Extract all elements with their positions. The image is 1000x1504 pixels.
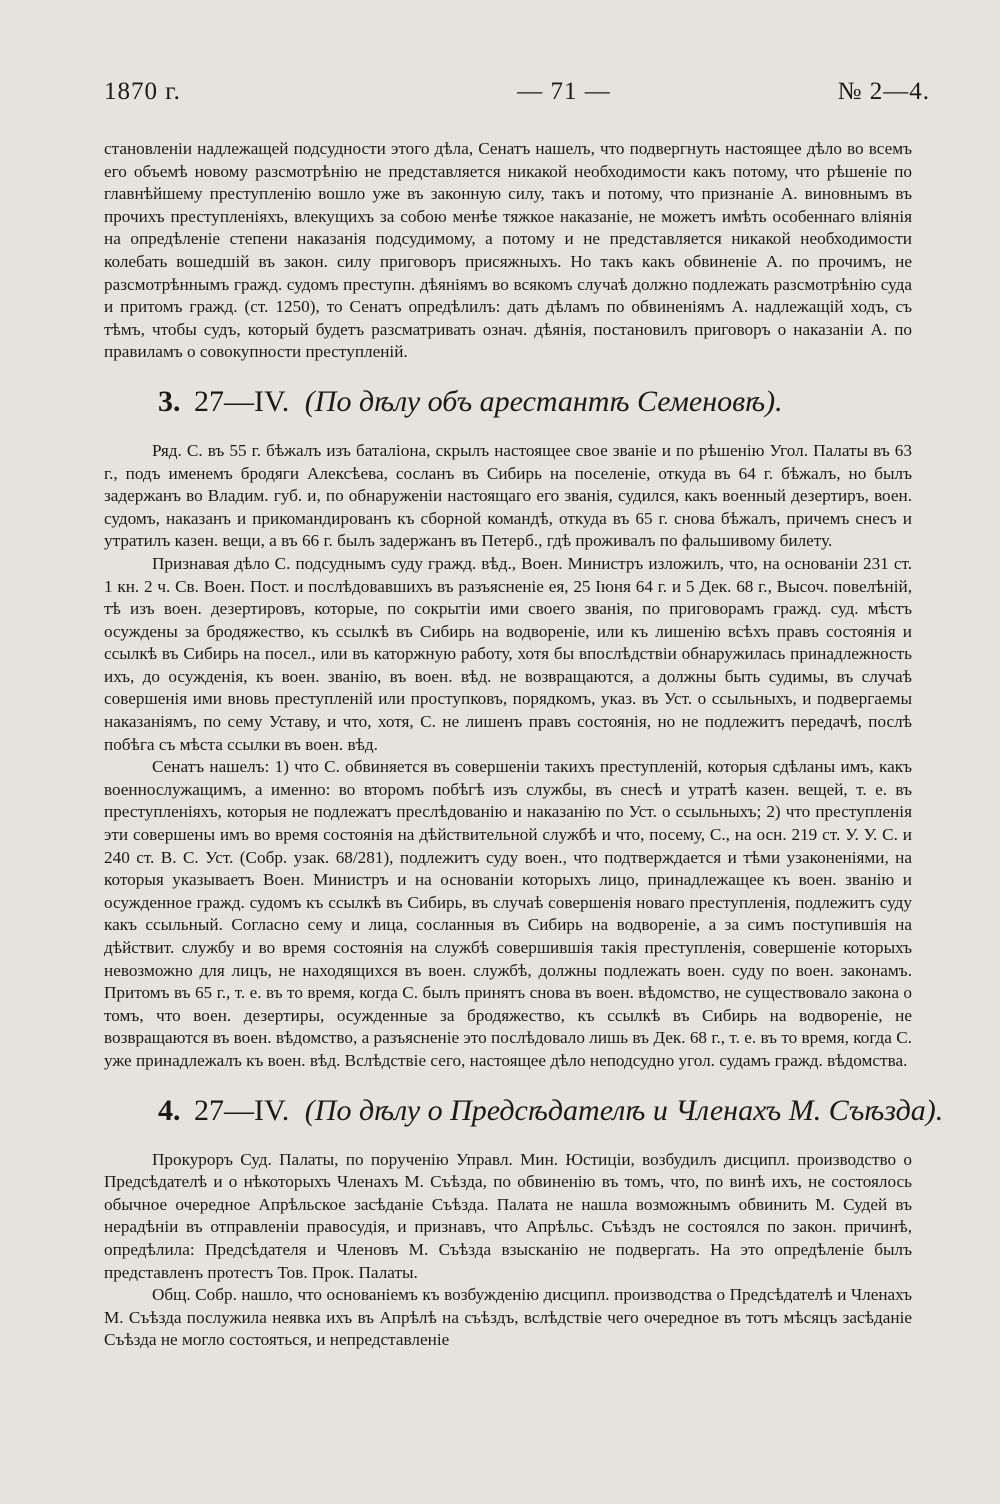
section-3-paragraph: Сенатъ нашелъ: 1) что С. обвиняется въ совершеніи такихъ преступленій, которыя сдѣланы имъ, какъ военнослужащимъ, а именно: во второмъ побѣгѣ изъ службы, въ снесѣ и утратѣ казен. вещей, т. е. въ преступленіяхъ, которыя не подлежатъ преслѣдованію и наказанію по Уст. о ссыльныхъ; 2) что преступленія эти совершены имъ во время состоянія на дѣйствительной службѣ и что, посему, С., на осн. 219 ст. У. У. С. и 240 ст. В. С. Уст. (Собр. узак. 68/281), подлежитъ суду воен., что подтверждается и тѣми узаконеніями, на которыя указываетъ Воен. Министръ и на основаніи которыхъ лицо, принадлежащее къ воен. званію и осужденное гражд. судомъ къ ссылкѣ въ Сибирь, въ случаѣ совершенія новаго преступленія, подлежитъ суду какъ ссыльный. Согласно сему и лица, сосланныя въ Сибирь на водвореніе, а за симъ поступившія на дѣйствит. службу и во время состоянія на службѣ совершившія такія преступленія, совершеніе которыхъ невозможно для лицъ, не находящихся въ воен. службѣ, должны подлежать воен. суду по воен. законамъ. Притомъ въ 65 г., т. е. въ то время, когда С. былъ принятъ снова въ воен. вѣдомство, не существовало закона о томъ, что воен. дезертиры, осужденные за бродяжество, къ ссылкѣ въ Сибирь на водвореніе, не возвращаются въ воен. вѣдомство, а разъясненіе это послѣдовало лишь въ Дек. 68 г., т. е. въ то время, когда С. уже принадлежалъ къ воен. вѣд. Вслѣдствіе сего, настоящее дѣло неподсудно угол. судамъ гражд. вѣдомства. xyxy=(104,757,912,1070)
page-number: — 71 — xyxy=(517,78,611,105)
section-3-paragraph: Ряд. С. въ 55 г. бѣжалъ изъ баталіона, скрылъ настоящее свое званіе и по рѣшенію Угол. Палаты въ 63 г., подъ именемъ бродяги Алексѣева, сосланъ въ Сибирь на поселеніе, откуда въ 64 г. бѣжалъ, но былъ задержанъ во Владим. губ. и, по обнаруженіи настоящаго его званія, судился, какъ военный дезертиръ, воен. судомъ, наказанъ и прикомандированъ къ сборной командѣ, откуда въ 65 г. снова бѣжалъ, причемъ снесъ и утратилъ казен. вещи, а въ 66 г. былъ задержанъ въ Петерб., гдѣ проживалъ по фальшивому билету. xyxy=(104,440,912,551)
issue-number: № 2—4. xyxy=(837,78,930,105)
section-4-title: (По дѣлу о Предсѣдателѣ и Членахъ М. Съѣзда). xyxy=(304,1093,944,1127)
intro-paragraph: становленіи надлежащей подсудности этого дѣла, Сенатъ нашелъ, что подвергнуть настоящее дѣло во всемъ его объемѣ новому разсмотрѣнію не представляется никакой необходимости какъ потому, что рѣшеніе по главнѣйшему преступленію вошло уже въ законную силу, такъ и потому, что признаніе А. виновнымъ въ прочихъ преступленіяхъ, влекущихъ за собою менѣе тяжкое наказаніе, не можетъ имѣть особеннаго вліянія на опредѣленіе степени наказанія подсудимому, а потому и не представляется никакой необходимости колебать вошедшій въ закон. силу приговоръ присяжныхъ. Но такъ какъ обвиненіе А. по прочимъ, не разсмотрѣннымъ гражд. судомъ преступн. дѣяніямъ во всякомъ случаѣ должно подлежать разсмотрѣнію суда и притомъ гражд. (ст. 1250), то Сенатъ опредѣлилъ: дать дѣламъ по обвиненіямъ А. надлежащій ходъ, съ тѣмъ, чтобы судъ, который будетъ разсматривать означ. дѣянія, постановилъ приговоръ о наказаніи А. по правиламъ о совокупности преступленій. xyxy=(104,139,912,362)
section-3-number: 3. xyxy=(158,384,181,418)
page-body xyxy=(104,138,944,1352)
section-4-number: 4. xyxy=(158,1093,181,1127)
section-3-title: (По дѣлу объ арестантѣ Семеновѣ). xyxy=(304,384,783,418)
section-3-paragraph: Признавая дѣло С. подсуднымъ суду гражд. вѣд., Воен. Министръ изложилъ, что, на основаніи 231 ст. 1 кн. 2 ч. Св. Воен. Пост. и послѣдовавшихъ въ разъясненіе ея, 25 Іюня 64 г. и 5 Дек. 68 г., Высоч. повелѣній, тѣ изъ воен. дезертировъ, которые, по сокрытіи ими своего званія, по приговорамъ гражд. суд. мѣстъ осуждены за бродяжество, къ ссылкѣ въ Сибирь на водвореніе, или къ лишенію всѣхъ правъ состоянія и ссылкѣ въ Сибирь на посел., или въ каторжную работу, хотя бы впослѣдствіи обнаружилась принадлежность ихъ, до осужденія, къ воен. званію, въ воен. вѣд. не возвращаются, а должны быть судимы, въ случаѣ совершенія ими вновь преступленій или проступковъ, порядкомъ, указ. въ Уст. о ссыльныхъ, и подвергаемы наказаніямъ, по сему Уставу, и что, хотя, С. не лишенъ правъ состоянія, но не подлежитъ передачѣ, послѣ побѣга съ мѣста ссылки въ воен. вѣд. xyxy=(104,553,912,754)
section-4-date: 27—IV. xyxy=(194,1093,290,1127)
section-4-heading xyxy=(158,1091,944,1131)
year-label: 1870 г. xyxy=(104,78,181,105)
section-3-heading xyxy=(158,382,912,422)
section-3-date: 27—IV. xyxy=(194,384,290,418)
page-header xyxy=(104,78,930,118)
section-4-paragraph: Прокуроръ Суд. Палаты, по порученію Управл. Мин. Юстиціи, возбудилъ дисципл. производство о Предсѣдателѣ и о нѣкоторыхъ Членахъ М. Съѣзда, по обвиненію въ томъ, что, по винѣ ихъ, не состоялось обычное очередное Апрѣльское засѣданіе Съѣзда. Палата не нашла возможнымъ обвинить М. Судей въ нерадѣніи въ отправленіи правосудія, и признавъ, что Апрѣльс. Съѣздъ не состоялся по закон. причинѣ, опредѣлила: Предсѣдателя и Членовъ М. Съѣзда взысканію не подвергать. На это опредѣленіе былъ представленъ протестъ Тов. Прок. Палаты. xyxy=(104,1149,912,1282)
section-4-paragraph: Общ. Собр. нашло, что основаніемъ къ возбужденію дисципл. производства о Предсѣдателѣ и Членахъ М. Съѣзда послужила неявка ихъ въ Апрѣлѣ на съѣздъ, вслѣдствіе чего очередное въ тотъ мѣсяцъ засѣданіе Съѣзда не могло состояться, и непредставленіе xyxy=(104,1285,912,1350)
